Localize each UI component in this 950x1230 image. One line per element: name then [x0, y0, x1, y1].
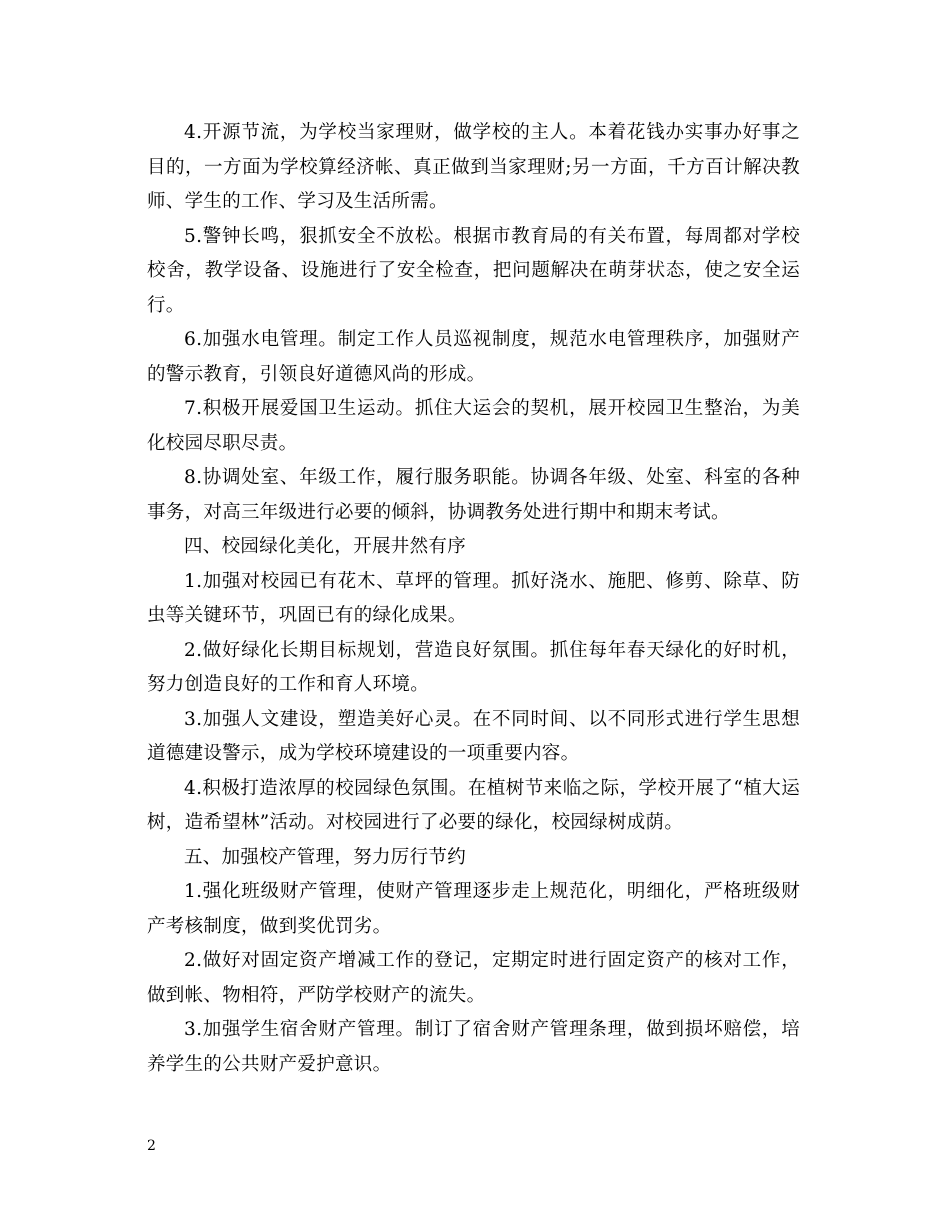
section-heading-4: 四、校园绿化美化，开展井然有序	[184, 536, 467, 557]
paragraph-property-2: 2.做好对固定资产增减工作的登记，定期定时进行固定资产的核对工作，做到帐、物相符，严防学校财产的流失。	[147, 950, 800, 1006]
paragraph-greening-3: 3.加强人文建设，塑造美好心灵。在不同时间、以不同形式进行学生思想道德建设警示，成为学校环境建设的一项重要内容。	[147, 708, 800, 764]
section-heading-5: 五、加强校产管理，努力厉行节约	[184, 846, 467, 868]
paragraph-item-5-safety: 5.警钟长鸣，狠抓安全不放松。根据市教育局的有关布置，每周都对学校校舍，教学设备、设施进行了安全检查，把问题解决在萌芽状态，使之安全运行。	[147, 225, 800, 316]
paragraph-property-1: 1.强化班级财产管理，使财产管理逐步走上规范化，明细化，严格班级财产考核制度，做到奖优罚劣。	[147, 881, 800, 937]
paragraph-property-3: 3.加强学生宿舍财产管理。制订了宿舍财产管理条理，做到损坏赔偿，培养学生的公共财产爱护意识。	[147, 1019, 800, 1075]
paragraph-greening-2: 2.做好绿化长期目标规划，营造良好氛围。抓住每年春天绿化的好时机，努力创造良好的工作和育人环境。	[147, 639, 800, 695]
paragraph-item-8-coordination: 8.协调处室、年级工作，履行服务职能。协调各年级、处室、科室的各种事务，对高三年级进行必要的倾斜，协调教务处进行期中和期末考试。	[147, 467, 800, 523]
paragraph-item-6-water-electricity: 6.加强水电管理。制定工作人员巡视制度，规范水电管理秩序，加强财产的警示教育，引领良好道德风尚的形成。	[147, 329, 800, 385]
page-number: 2	[147, 1138, 156, 1154]
paragraph-item-7-hygiene: 7.积极开展爱国卫生运动。抓住大运会的契机，展开校园卫生整治，为美化校园尽职尽责。	[147, 398, 800, 454]
paragraph-greening-4: 4.积极打造浓厚的校园绿色氛围。在植树节来临之际，学校开展了“植大运树，造希望林”活动。对校园进行了必要的绿化，校园绿树成荫。	[147, 777, 800, 833]
paragraph-item-4-income-expense: 4.开源节流，为学校当家理财，做学校的主人。本着花钱办实事办好事之目的，一方面为学校算经济帐、真正做到当家理财;另一方面，千方百计解决教师、学生的工作、学习及生活所需。	[147, 122, 800, 212]
document-body	[147, 116, 800, 1082]
paragraph-greening-1: 1.加强对校园已有花木、草坪的管理。抓好浇水、施肥、修剪、除草、防虫等关键环节，巩固已有的绿化成果。	[147, 570, 800, 626]
